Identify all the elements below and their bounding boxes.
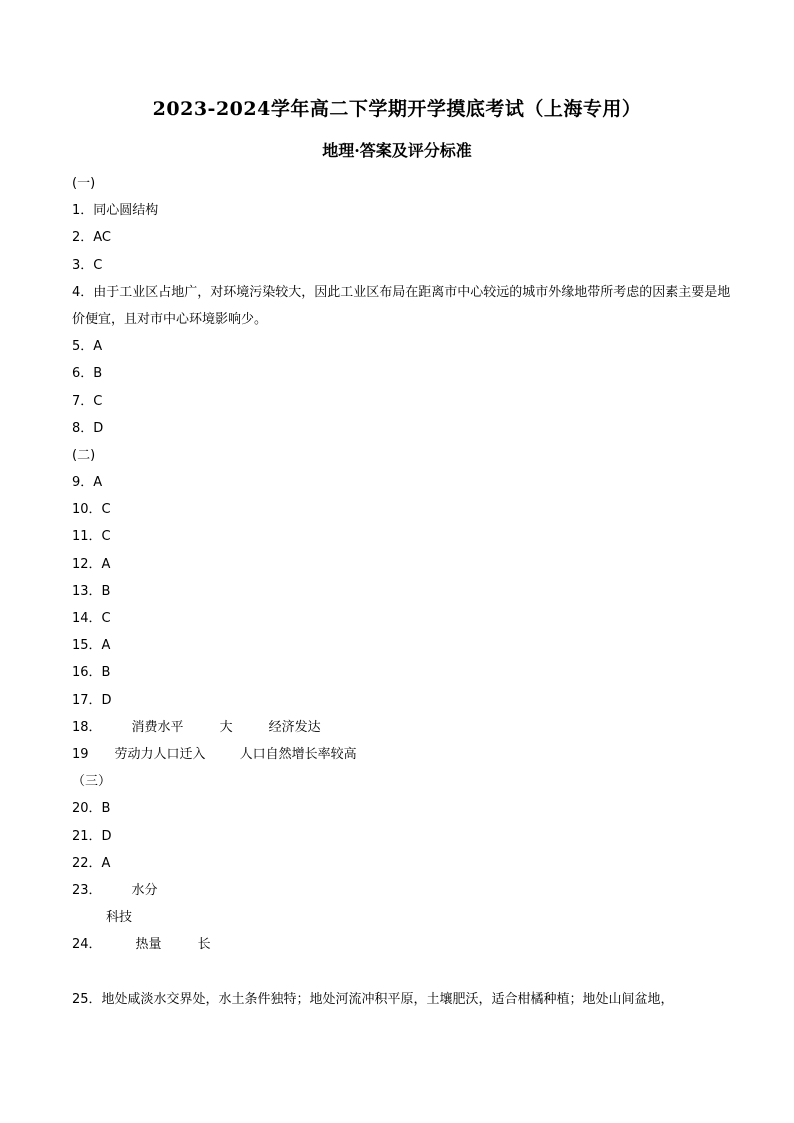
answer-18-number: 18． <box>72 719 102 735</box>
answer-6: 6．B <box>72 366 103 382</box>
section-heading-1: (一) <box>72 176 96 191</box>
answer-8: 8．D <box>72 420 104 436</box>
answer-21: 21．D <box>72 828 112 844</box>
answer-list <box>72 170 732 1013</box>
answer-11: 11．C <box>72 529 111 545</box>
answer-19-blank-1: 劳动力人口迁入 <box>114 746 206 762</box>
answer-14: 14．C <box>72 611 111 627</box>
answer-13: 13．B <box>72 583 111 599</box>
page-subtitle: 地理·答案及评分标准 <box>322 141 472 160</box>
answer-25: 25．地处咸淡水交界处，水土条件独特；地处河流冲积平原，土壤肥沃，适合柑橘种植；地处山间盆地， <box>72 991 674 1007</box>
answer-24-blank-2: 长 <box>197 937 211 953</box>
section-heading-3: （三） <box>72 774 112 790</box>
answer-9: 9．A <box>72 475 103 491</box>
spacer <box>72 958 732 985</box>
answer-20: 20．B <box>72 801 111 817</box>
answer-12: 12．A <box>72 556 111 572</box>
answer-2: 2．AC <box>72 230 112 246</box>
answer-18-blank-3: 经济发达 <box>268 719 321 735</box>
answer-22: 22．A <box>72 855 111 871</box>
answer-3: 3．C <box>72 257 103 273</box>
answer-23-number: 23． <box>72 882 102 898</box>
answer-7: 7．C <box>72 393 103 409</box>
answer-19-blank-2: 人口自然增长率较高 <box>239 746 357 762</box>
answer-24-blank-1: 热量 <box>135 937 162 953</box>
answer-18-blank-2: 大 <box>219 719 233 735</box>
answer-24 <box>72 931 732 958</box>
answer-19 <box>72 741 732 768</box>
answer-1: 1．同心圆结构 <box>72 203 159 219</box>
answer-19-number: 19 <box>72 746 89 762</box>
answer-17: 17．D <box>72 692 112 708</box>
answer-23-blank-2: 科技 <box>106 910 133 926</box>
page-title: 2023-2024学年高二下学期开学摸底考试（上海专用） <box>152 98 642 120</box>
answer-23 <box>72 877 732 904</box>
answer-24-number: 24． <box>72 937 102 953</box>
answer-4: 4．由于工业区占地广，对环境污染较大，因此工业区布局在距离市中心较远的城市外缘地带所考虑的因素主要是地价便宜，且对市中心环境影响少。 <box>72 284 731 327</box>
answer-5: 5．A <box>72 339 103 355</box>
answer-15: 15．A <box>72 638 111 654</box>
answer-23-continuation <box>72 904 732 931</box>
answer-23-blank-1: 水分 <box>131 882 158 898</box>
answer-18-blank-1: 消费水平 <box>131 719 184 735</box>
section-heading-2: (二) <box>72 447 96 463</box>
answer-10: 10．C <box>72 502 111 518</box>
answer-18 <box>72 714 732 741</box>
answer-16: 16．B <box>72 665 111 681</box>
